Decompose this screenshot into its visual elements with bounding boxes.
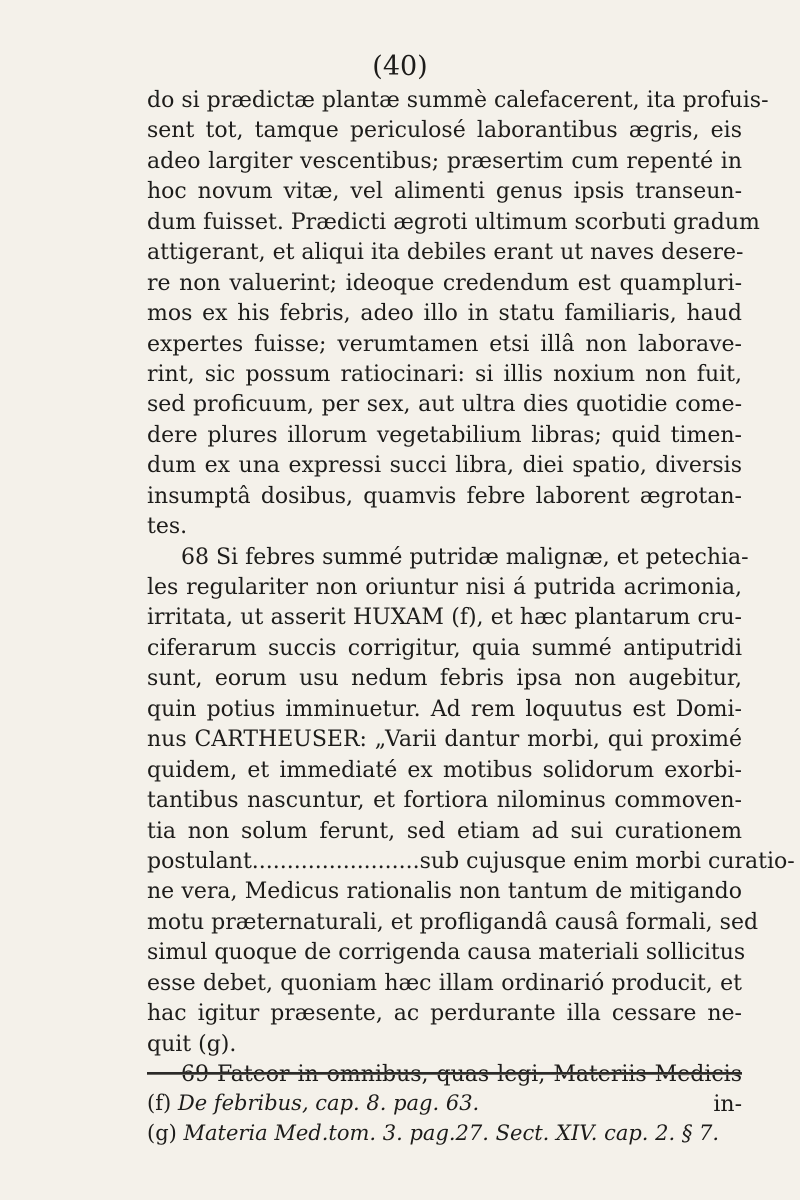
footnote-f	[147, 1088, 747, 1118]
body-line: les regulariter non oriuntur nisi á putrida acrimonia,	[147, 575, 742, 600]
body-line: nus CARTHEUSER: „Varii dantur morbi, qui proximé	[147, 727, 742, 753]
body-line: dum fuisset. Prædicti ægroti ultimum scorbuti gradum	[147, 209, 760, 235]
body-line: quidem, et immediaté ex motibus solidorum exorbi-	[147, 757, 742, 783]
body-line: simul quoque de corrigenda causa materiali sollicitus	[147, 940, 746, 966]
body-line: irritata, ut asserit HUXAM (f), et hæc plantarum cru-	[147, 605, 742, 631]
body-line: hoc novum vitæ, vel alimenti genus ipsis transeun-	[147, 179, 742, 205]
body-line: adeo largiter vescentibus; præsertim cum repenté in	[147, 148, 742, 174]
body-line: ne vera, Medicus rationalis non tantum de mitigando	[147, 879, 742, 905]
body-line: re non valuerint; ideoque credendum est quampluri-	[147, 270, 742, 296]
body-line: sent tot, tamque periculosé laborantibus ægris, eis	[147, 118, 742, 144]
body-line: quit (g).	[147, 1031, 237, 1057]
body-line: ciferarum succis corrigitur, quia summé antiputridi	[147, 635, 742, 661]
body-line: mos ex his febris, adeo illo in statu familiaris, haud	[147, 301, 742, 327]
footnote-mark: (g)	[147, 1121, 177, 1145]
body-line: do si prædictæ plantæ summè calefacerent, ita profuis-	[147, 88, 769, 113]
body-line: tes.	[147, 514, 188, 540]
body-line: insumptâ dosibus, quamvis febre laborent ægrotan-	[147, 483, 742, 509]
body-line: rint, sic possum ratiocinari: si illis noxium non fuit,	[147, 361, 742, 387]
body-line: sed proficuum, per sex, aut ultra dies quotidie come-	[147, 392, 742, 418]
body-line: expertes fuisse; verumtamen etsi illâ non laborave-	[147, 331, 742, 357]
body-line: quin potius imminuetur. Ad rem loquutus est Domi-	[147, 696, 742, 722]
body-line: dum ex una expressi succi libra, diei spatio, diversis	[147, 453, 742, 479]
footnote-text: De febribus, cap. 8. pag. 63.	[177, 1091, 480, 1115]
page-number: (40)	[372, 51, 428, 82]
body-line: dere plures illorum vegetabilium libras; quid timen-	[147, 422, 742, 448]
footnote-mark: (f)	[147, 1091, 172, 1115]
body-line: hac igitur præsente, ac perdurante illa cessare ne-	[147, 1001, 742, 1027]
body-line: in-	[713, 1092, 742, 1118]
footnote-text: Materia Med.tom. 3. pag.27. Sect. XIV. cap. 2. § 7.	[183, 1121, 720, 1145]
body-line: tantibus nascuntur, et fortiora nilominus commoven-	[147, 788, 742, 814]
body-line: attigerant, et aliqui ita debiles erant ut naves desere-	[147, 240, 744, 266]
body-line: motu præternaturali, et profligandâ causâ formali, sed	[147, 909, 759, 935]
footnotes	[147, 1088, 747, 1148]
body-line: 68 Si febres summé putridæ malignæ, et petechia-	[181, 544, 749, 570]
body-line: postulant........................sub cujusque enim morbi curatio-	[147, 848, 795, 874]
body-line: tia non solum ferunt, sed etiam ad sui curationem	[147, 818, 742, 844]
body-line	[147, 1060, 742, 1090]
body-text	[147, 86, 795, 1121]
body-line: sunt, eorum usu nedum febris ipsa non augebitur,	[147, 666, 742, 692]
footnote-rule	[147, 1072, 742, 1075]
footnote-g	[147, 1118, 747, 1148]
body-line: esse debet, quoniam hæc illam ordinarió producit, et	[147, 970, 742, 996]
